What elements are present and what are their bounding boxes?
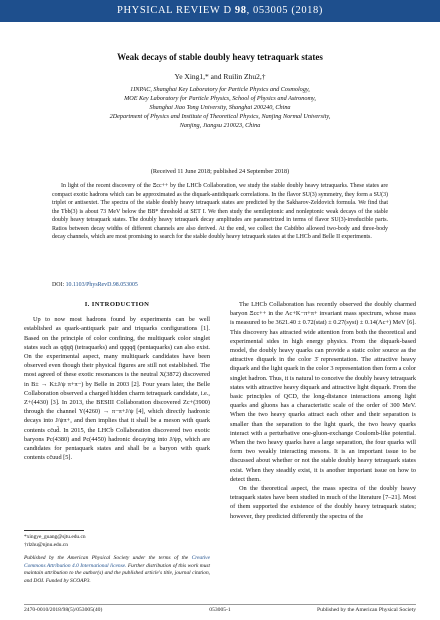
intro-paragraph: Up to now most hadrons found by experiments can be well established as quark-antiquark pair and triquarks configurations [1]. Based on the principle of color confining, the multiquark color singlet states such as qq̄qq̄ (tetraquarks) and qqqqq̄ (pentaquarks) can also exist. On the experimental aspect, many multiquark candidates have been observed even though their physical figures are still not established. The most agreed of these exotic resonances is the neutral X(3872) discovered in B± → K±J/ψ π+π−) by Belle in 2003 [2]. Four years later, the Belle Collaboration observed a charged hidden charm tetraquark candidate, i.e., Z+(4430) [3]. In 2013, the BESIII Collaboration discovered Zc+(3900) through the channel Y(4260) → π−π+J/ψ [4], which directly hadronic decays into J/ψπ+, and then implies that it shall be a meson with quark contents cc̄ud̄. In 2015, the LHCb Collaboration discovered two exotic baryons Pc(4380) and Pc(4450) hadronic decaying into J/ψp, which are candidates for pentaquark states and shall be a baryon with quark contents cc̄uud [5].	[24, 316, 210, 462]
license-note	[24, 555, 210, 585]
intro-paragraph: On the theoretical aspect, the mass spectra of the doubly heavy tetraquark states have been studied in much of the literature [7–21]. Most of them supported the existence of the doubly heavy tetraquark states; however, they predicted differently the spectra of the	[230, 485, 416, 520]
doi-link[interactable]: 10.1103/PhysRevD.98.053005	[65, 282, 138, 288]
affiliation-line: Shanghai Jiao Tong University, Shanghai 200240, China	[149, 104, 291, 111]
intro-paragraph: The LHCb Collaboration has recently observed the doubly charmed baryon Ξcc++ in the Λc+K−π+π+ invariant mass spectrum, whose mass is measured to be 3621.40 ± 0.72(stat) ± 0.27(syst) ± 0.14(Λc+) MeV [6]. This discovery has attracted wide attention from both the theoretical and experimental sides in high energy physics. From the diquark-based model, the doubly heavy quarks can provide a static color source as the attractive diquark in the color 3̄ representation. The attractive heavy diquark and the light quark in the color 3 representation then form a color singlet hadron. Thus, it is natural to conceive the doubly heavy tetraquark states with attractive heavy diquark and attractive light diquark. From the basic principles of QCD, the long-distance interactions among light quarks and gluons has a characteristic scale of the order of 300 MeV. When the two heavy quarks attract each other and their separation is smaller than the separation to the light quark, the two heavy quarks interact with a perturbative one-gluon-exchange Coulomb-like potential. When the two heavy quarks have a large separation, the four quarks will form two weakly interacting mesons. It is an important issue to be discussed about whether or not the stable doubly heavy tetraquark states exist. When they steadily exist, it is another important issue on how to detect them.	[230, 301, 416, 483]
affiliation-line: 2Department of Physics and Institute of Theoretical Physics, Nanjing Normal University,	[109, 113, 331, 120]
section-heading: I. INTRODUCTION	[84, 301, 150, 308]
affiliations	[60, 85, 380, 130]
article-number: 053005 (2018)	[253, 5, 323, 16]
license-suffix: Further distribution of this work must maintain attribution to the author(s) and the published article's title, journal citation, and DOI. Funded by SCOAP3.	[24, 562, 210, 584]
received-dates: (Received 11 June 2018; published 24 September 2018)	[150, 168, 290, 175]
footer-divider	[24, 604, 416, 605]
journal-header: PHYSICAL REVIEW D 98, 053005 (2018)	[0, 0, 440, 22]
paper-title: Weak decays of stable doubly heavy tetraquark states	[117, 52, 323, 62]
affiliation-line: Nanjing, Jiangsu 210023, China	[179, 122, 261, 129]
affiliation-line: MOE Key Laboratory for Particle Physics, School of Physics and Astronomy,	[124, 95, 316, 102]
affiliation-line: 1INPAC, Shanghai Key Laboratory for Particle Physics and Cosmology,	[130, 86, 310, 93]
right-column	[230, 300, 416, 521]
footer-issn: 2470-0010/2018/98(5)/053005(40)	[24, 607, 103, 613]
author-email: *xingye_guang@sjtu.edu.cn	[24, 534, 86, 540]
footnote-rule	[24, 530, 84, 531]
doi-line	[52, 282, 388, 288]
doi-label: DOI:	[52, 282, 65, 288]
abstract: In light of the recent discovery of the Ξcc++ by the LHCb Collaboration, we study the stable doubly heavy tetraquarks. These states are compact exotic hadrons which can be approximated as the diquark-antidiquark correlations. In the flavor SU(3) symmetry, they form a SU(3) triplet or antisextet. The spectra of the stable doubly heavy tetraquark states are predicted by the Sakharov-Zeldovich formula. We find that the Tbb(3) is about 73 MeV below the BB* threshold at SET I. We then study the semileptonic and nonleptonic weak decays of the stable doubly heavy tetraquark states. The doubly heavy tetraquark decay amplitudes are parametrized in terms of flavor SU(3)-irreducible parts. Ratios between decay widths of different channels are also derived. At the end, we collect the Cabibbo allowed two-body and three-body decay channels, which are most promising to search for the stable doubly heavy tetraquark states at the LHCb and Belle II experiments.	[52, 183, 388, 240]
license-prefix: Published by the American Physical Society under the terms of the	[24, 555, 189, 562]
footer-page-number: 053005-1	[209, 607, 231, 613]
footer-publisher: Published by the American Physical Society	[317, 607, 416, 613]
journal-name: PHYSICAL REVIEW D	[117, 5, 232, 16]
paper-authors: Ye Xing1,* and Ruilin Zhu2,†	[174, 72, 266, 81]
journal-volume: 98	[234, 5, 247, 16]
author-email: †rlzhu@njnu.edu.cn	[24, 541, 68, 548]
left-column	[24, 300, 210, 462]
license-link[interactable]: Creative Commons Attribution 4.0 International license.	[24, 555, 210, 569]
footnotes	[24, 530, 210, 586]
